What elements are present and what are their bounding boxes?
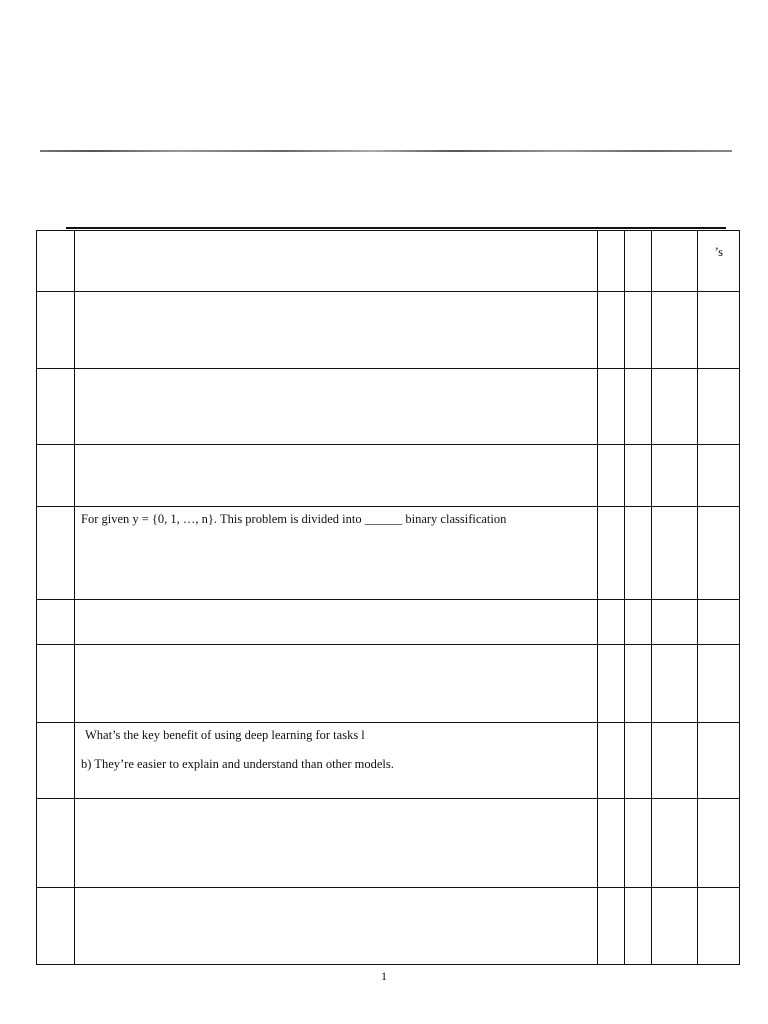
cell-number bbox=[37, 231, 75, 292]
cell-option-d bbox=[698, 888, 740, 965]
header-mark-text: ’s bbox=[714, 245, 723, 259]
table-row bbox=[37, 507, 740, 600]
cell-option-d bbox=[698, 369, 740, 445]
cell-option-b bbox=[625, 600, 652, 645]
cell-option-a bbox=[598, 645, 625, 723]
cell-option-b bbox=[625, 799, 652, 888]
cell-question bbox=[75, 445, 598, 507]
page-number: 1 bbox=[381, 969, 387, 983]
cell-option-a bbox=[598, 231, 625, 292]
cell-number bbox=[37, 723, 75, 799]
cell-question bbox=[75, 799, 598, 888]
table-row bbox=[37, 645, 740, 723]
cell-number bbox=[37, 292, 75, 369]
cell-number bbox=[37, 645, 75, 723]
cell-option-b bbox=[625, 645, 652, 723]
cell-header-mark bbox=[698, 231, 740, 292]
cell-question bbox=[75, 369, 598, 445]
table-row bbox=[37, 369, 740, 445]
cell-option-d bbox=[698, 799, 740, 888]
table-row bbox=[37, 888, 740, 965]
cell-option-c bbox=[652, 645, 698, 723]
question-text: For given y = {0, 1, …, n}. This problem is divided into ______ binary classification bbox=[81, 512, 507, 526]
cell-option-b bbox=[625, 292, 652, 369]
table-header-row bbox=[37, 231, 740, 292]
cell-option-d bbox=[698, 445, 740, 507]
cell-option-c bbox=[652, 445, 698, 507]
cell-option-d bbox=[698, 600, 740, 645]
question-text: What’s the key benefit of using deep learning for tasks l bbox=[85, 728, 365, 742]
cell-number bbox=[37, 445, 75, 507]
cell-question bbox=[75, 645, 598, 723]
cell-option-c bbox=[652, 888, 698, 965]
cell-option-b bbox=[625, 369, 652, 445]
cell-option-c bbox=[652, 292, 698, 369]
cell-question bbox=[75, 231, 598, 292]
cell-number bbox=[37, 799, 75, 888]
cell-option-c bbox=[652, 507, 698, 600]
cell-option-c bbox=[652, 799, 698, 888]
table-row bbox=[37, 445, 740, 507]
table-row bbox=[37, 292, 740, 369]
cell-option-a bbox=[598, 445, 625, 507]
table-row bbox=[37, 723, 740, 799]
cell-option-a bbox=[598, 292, 625, 369]
cell-option-a bbox=[598, 799, 625, 888]
cell-question bbox=[75, 507, 598, 600]
cell-question bbox=[75, 723, 598, 799]
top-horizontal-rule bbox=[40, 150, 732, 152]
cell-option-b bbox=[625, 723, 652, 799]
table-top-rule bbox=[66, 227, 726, 229]
cell-number bbox=[37, 600, 75, 645]
cell-number bbox=[37, 369, 75, 445]
cell-option-d bbox=[698, 645, 740, 723]
cell-question bbox=[75, 888, 598, 965]
cell-option-d bbox=[698, 723, 740, 799]
cell-option-c bbox=[652, 231, 698, 292]
cell-option-b bbox=[625, 888, 652, 965]
cell-number bbox=[37, 888, 75, 965]
cell-option-d bbox=[698, 292, 740, 369]
cell-option-b bbox=[625, 507, 652, 600]
question-table bbox=[36, 230, 740, 965]
cell-option-c bbox=[652, 600, 698, 645]
cell-question bbox=[75, 292, 598, 369]
cell-option-b bbox=[625, 231, 652, 292]
cell-option-a bbox=[598, 888, 625, 965]
cell-option-c bbox=[652, 369, 698, 445]
cell-option-a bbox=[598, 600, 625, 645]
cell-number bbox=[37, 507, 75, 600]
table-row bbox=[37, 799, 740, 888]
cell-option-b bbox=[625, 445, 652, 507]
cell-option-d bbox=[698, 507, 740, 600]
cell-option-a bbox=[598, 369, 625, 445]
cell-question bbox=[75, 600, 598, 645]
cell-option-a bbox=[598, 507, 625, 600]
cell-option-c bbox=[652, 723, 698, 799]
answer-option-b: b) They’re easier to explain and understand than other models. bbox=[81, 757, 394, 771]
table-row bbox=[37, 600, 740, 645]
cell-option-a bbox=[598, 723, 625, 799]
